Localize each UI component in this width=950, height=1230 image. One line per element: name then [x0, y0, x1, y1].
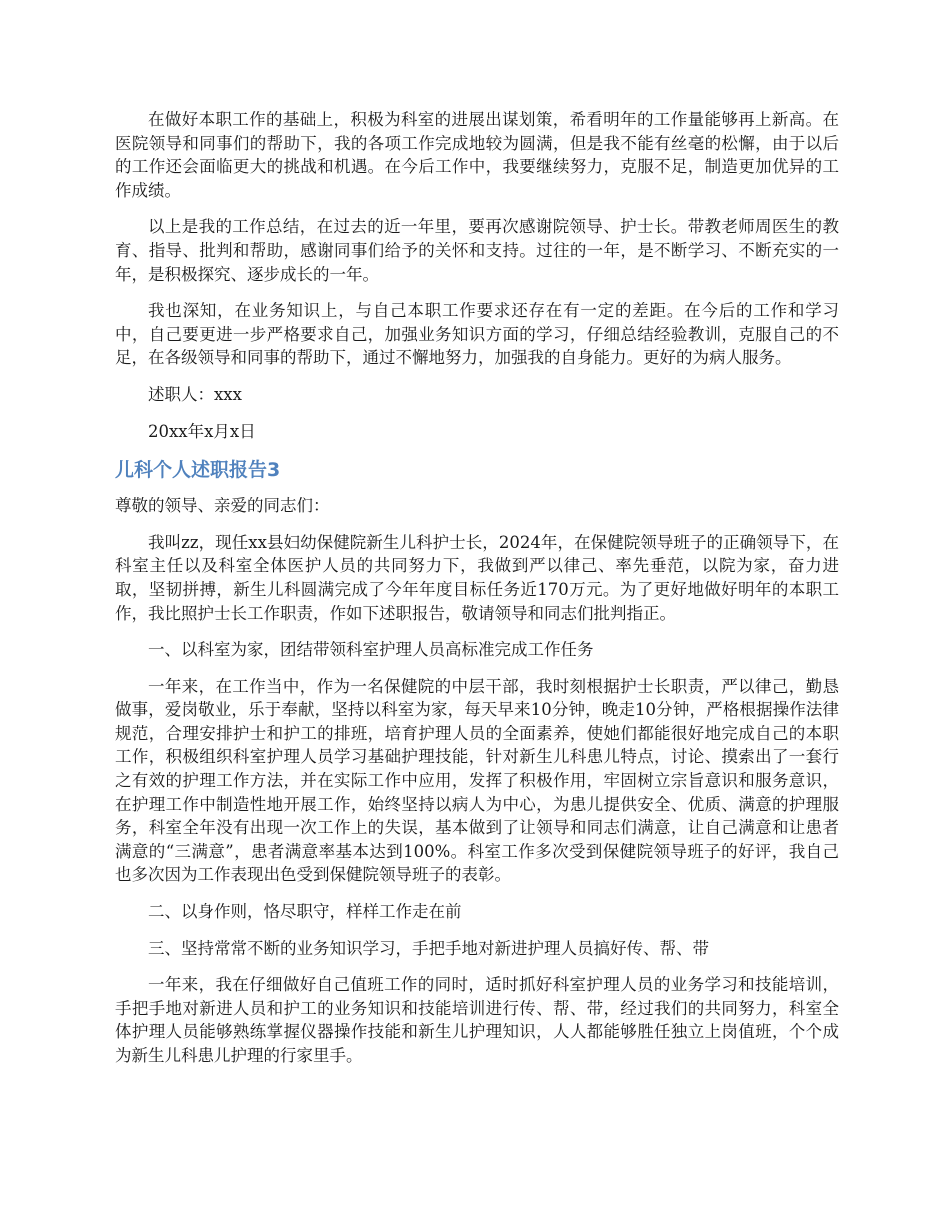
paragraph: 我叫zz，现任xx县妇幼保健院新生儿科护士长，2024年，在保健院领导班子的正确领导下，在科室主任以及科室全体医护人员的共同努力下，我做到严以律己、率先垂范，以院为家，奋力进取，坚韧拼搏，新生儿科圆满完成了今年年度目标任务近170万元。为了更好地做好明年的本职工作，我比照护士长工作职责，作如下述职报告，敬请领导和同志们批判指正。: [115, 532, 839, 623]
document-page: [115, 108, 839, 1081]
subheading: 三、坚持常常不断的业务知识学习，手把手地对新进护理人员搞好传、帮、带: [148, 938, 709, 958]
signature-line: 述职人：xxx: [148, 384, 242, 404]
paragraph: 一年来，我在仔细做好自己值班工作的同时，适时抓好科室护理人员的业务学习和技能培训，手把手地对新进人员和护工的业务知识和技能培训进行传、帮、带，经过我们的共同努力，科室全体护理人员能够熟练掌握仪器操作技能和新生儿护理知识，人人都能够胜任独立上岗值班，个个成为新生儿科患儿护理的行家里手。: [115, 975, 839, 1065]
subheading: 二、以身作则，恪尽职守，样样工作走在前: [148, 902, 462, 922]
paragraph: 我也深知，在业务知识上，与自己本职工作要求还存在有一定的差距。在今后的工作和学习中，自己要更进一步严格要求自己，加强业务知识方面的学习，仔细总结经验教训，克服自己的不足，在各级领导和同事的帮助下，通过不懈地努力，加强我的自身能力。更好的为病人服务。: [115, 301, 839, 368]
date-line: 20xx年x月x日: [148, 421, 256, 441]
paragraph: 以上是我的工作总结，在过去的近一年里，要再次感谢院领导、护士长。带教老师周医生的教育、指导、批判和帮助，感谢同事们给予的关怀和支持。过往的一年，是不断学习、不断充实的一年，是积极探究、逐步成长的一年。: [115, 217, 839, 284]
paragraph: 在做好本职工作的基础上，积极为科室的进展出谋划策，希看明年的工作量能够再上新高。在医院领导和同事们的帮助下，我的各项工作完成地较为圆满，但是我不能有丝毫的松懈，由于以后的工作还会面临更大的挑战和机遇。在今后工作中，我要继续努力，克服不足，制造更加优异的工作成绩。: [115, 110, 839, 200]
salutation: 尊敬的领导、亲爱的同志们：: [115, 496, 330, 516]
section-heading: 儿科个人述职报告3: [115, 459, 281, 482]
subheading: 一、以科室为家，团结带领科室护理人员高标准完成工作任务: [148, 640, 594, 660]
paragraph: 一年来，在工作当中，作为一名保健院的中层干部，我时刻根据护士长职责，严以律己，勤恳做事，爱岗敬业，乐于奉献，坚持以科室为家，每天早来10分钟，晚走10分钟，严格根据操作法律规范，合理安排护士和护工的排班，培育护理人员的全面素养，使她们都能很好地完成自己的本职工作，积极组织科室护理人员学习基础护理技能，针对新生儿科患儿特点，讨论、摸索出了一套行之有效的护理工作方法，并在实际工作中应用，发挥了积极作用，牢固树立宗旨意识和服务意识，在护理工作中制造性地开展工作，始终坚持以病人为中心，为患儿提供安全、优质、满意的护理服务，科室全年没有出现一次工作上的失误，基本做到了让领导和同志们满意，让自己满意和让患者满意的“三满意”，患者满意率基本达到100%。科室工作多次受到保健院领导班子的好评，我自己也多次因为工作表现出色受到保健院领导班子的表彰。: [115, 676, 839, 885]
